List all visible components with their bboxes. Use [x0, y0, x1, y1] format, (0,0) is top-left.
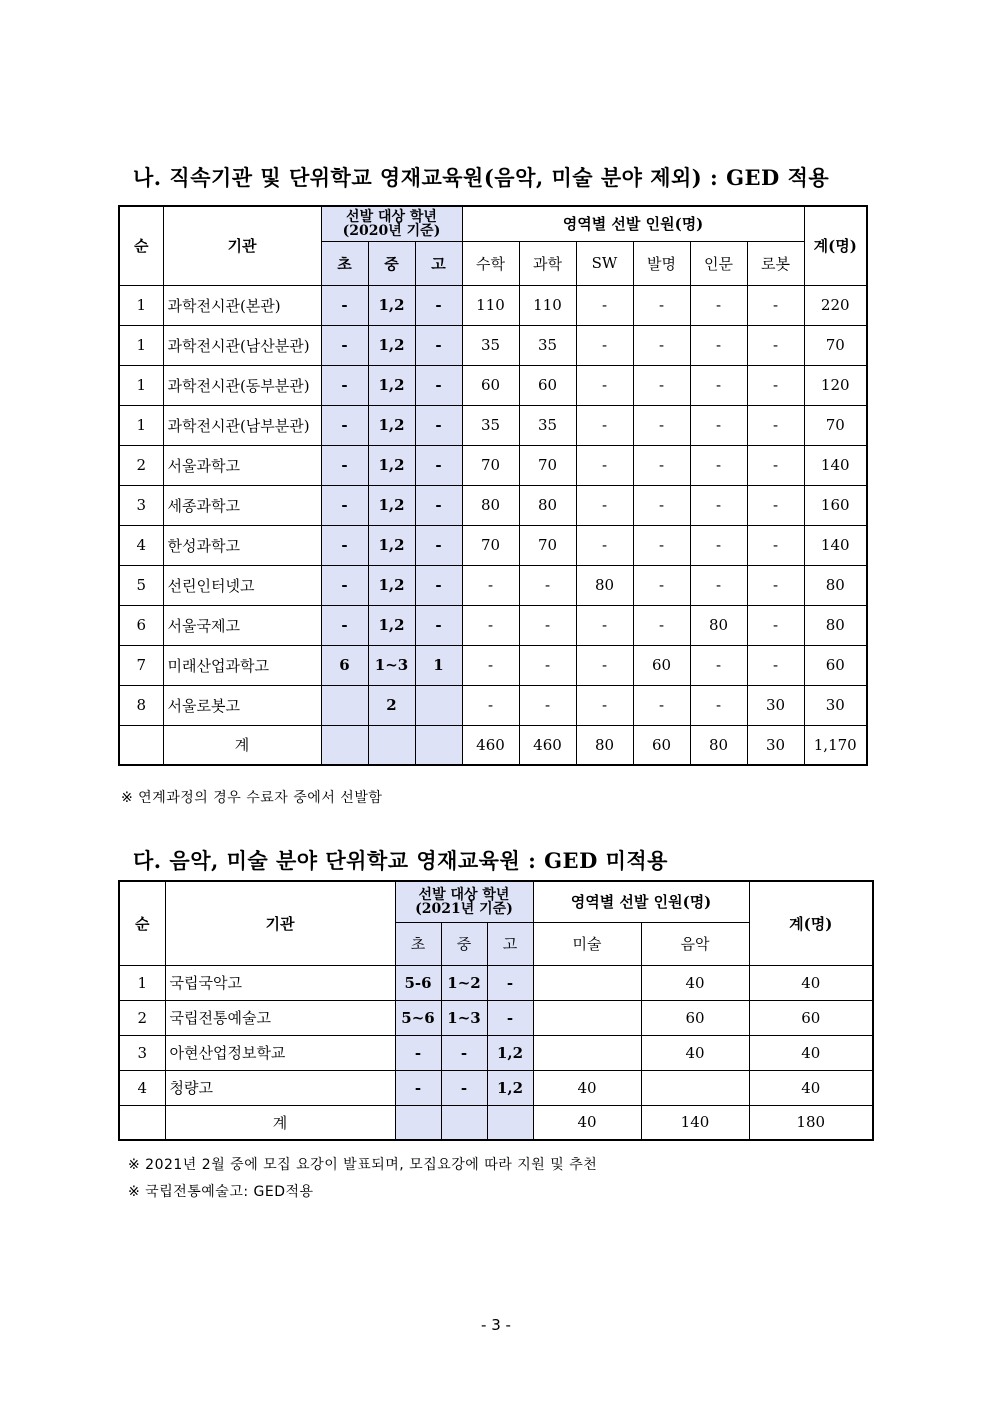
row-high: -: [487, 965, 533, 1000]
table-row: [119, 965, 873, 1000]
row-elementary: -: [321, 405, 368, 445]
row-high: -: [487, 1000, 533, 1035]
row-sw: -: [576, 685, 633, 725]
header-humanities: 인문: [690, 241, 747, 285]
header-grade-group-label: 선발 대상 학년: [418, 886, 510, 903]
row-science: -: [519, 645, 576, 685]
row-order: 1: [119, 325, 163, 365]
row-math: -: [462, 605, 519, 645]
row-science: 35: [519, 325, 576, 365]
header-order: 순: [119, 206, 163, 285]
row-math: -: [462, 685, 519, 725]
sum-label: 계: [165, 1105, 395, 1140]
row-elementary: -: [321, 565, 368, 605]
row-middle: 1,2: [368, 405, 415, 445]
sum-label: 계: [163, 725, 321, 765]
row-sw: -: [576, 645, 633, 685]
row-robot: -: [747, 485, 804, 525]
row-order: 1: [119, 405, 163, 445]
section-b-heading: 나. 직속기관 및 단위학교 영재교육원(음악, 미술 분야 제외) : GED 적용: [133, 165, 830, 190]
row-elementary: -: [321, 365, 368, 405]
section-c-note-1: ※ 2021년 2월 중에 모집 요강이 발표되며, 모집요강에 따라 지원 및 추천: [128, 1157, 598, 1173]
header-elementary: 초: [321, 241, 368, 285]
row-total: 220: [804, 285, 867, 325]
sum-row: [119, 725, 867, 765]
row-humanities: -: [690, 685, 747, 725]
sum-humanities: 80: [690, 725, 747, 765]
row-science: 70: [519, 525, 576, 565]
header-high: 고: [487, 922, 533, 965]
row-high: -: [415, 565, 462, 605]
row-institution: 한성과학고: [163, 525, 321, 565]
row-robot: -: [747, 445, 804, 485]
section-b-note: ※ 연계과정의 경우 수료자 중에서 선발함: [121, 790, 383, 806]
header-sw: SW: [576, 241, 633, 285]
row-middle: -: [441, 1035, 487, 1070]
row-invention: -: [633, 325, 690, 365]
row-order: 1: [119, 365, 163, 405]
row-sw: -: [576, 285, 633, 325]
row-middle: 2: [368, 685, 415, 725]
row-order: 1: [119, 285, 163, 325]
table-row: [119, 445, 867, 485]
row-elementary: -: [321, 445, 368, 485]
row-elementary: [321, 685, 368, 725]
page-number: - 3 -: [481, 1316, 511, 1334]
row-invention: -: [633, 285, 690, 325]
row-sw: -: [576, 365, 633, 405]
row-invention: -: [633, 485, 690, 525]
row-elementary: -: [321, 485, 368, 525]
row-elementary: -: [321, 285, 368, 325]
row-elementary: -: [321, 325, 368, 365]
sum-row: [119, 1105, 873, 1140]
header-order: 순: [119, 881, 165, 965]
header-total: 계(명): [804, 206, 867, 285]
row-total: 70: [804, 325, 867, 365]
row-order: 3: [119, 485, 163, 525]
row-total: 60: [749, 1000, 873, 1035]
row-high: -: [415, 285, 462, 325]
row-middle: 1,2: [368, 325, 415, 365]
row-total: 80: [804, 565, 867, 605]
header-elementary: 초: [395, 922, 441, 965]
row-humanities: -: [690, 485, 747, 525]
header-grade-group-label: 선발 대상 학년: [346, 208, 437, 225]
row-middle: 1,2: [368, 285, 415, 325]
row-high: -: [415, 445, 462, 485]
table-row: [119, 405, 867, 445]
row-invention: -: [633, 565, 690, 605]
row-institution: 청량고: [165, 1070, 395, 1105]
row-math: 70: [462, 445, 519, 485]
row-order: 5: [119, 565, 163, 605]
header-science: 과학: [519, 241, 576, 285]
row-middle: 1~3: [368, 645, 415, 685]
sum-total: 180: [749, 1105, 873, 1140]
row-math: 60: [462, 365, 519, 405]
row-math: 35: [462, 325, 519, 365]
row-order: 1: [119, 965, 165, 1000]
header-music: 음악: [641, 922, 749, 965]
row-order: 2: [119, 1000, 165, 1035]
header-field-group: 영역별 선발 인원(명): [462, 206, 804, 241]
sum-middle: [441, 1105, 487, 1140]
table-row: [119, 365, 867, 405]
row-humanities: -: [690, 565, 747, 605]
row-high: -: [415, 365, 462, 405]
row-institution: 서울로봇고: [163, 685, 321, 725]
row-elementary: 6: [321, 645, 368, 685]
table-row: [119, 1035, 873, 1070]
header-field-group: 영역별 선발 인원(명): [533, 881, 749, 922]
row-institution: 국립전통예술고: [165, 1000, 395, 1035]
header-institution: 기관: [163, 206, 321, 285]
row-sw: -: [576, 325, 633, 365]
header-art: 미술: [533, 922, 641, 965]
row-music: 60: [641, 1000, 749, 1035]
row-elementary: -: [321, 605, 368, 645]
row-math: -: [462, 565, 519, 605]
row-robot: 30: [747, 685, 804, 725]
row-high: -: [415, 525, 462, 565]
row-humanities: -: [690, 405, 747, 445]
row-invention: 60: [633, 645, 690, 685]
section-c-heading: 다. 음악, 미술 분야 단위학교 영재교육원 : GED 미적용: [133, 848, 668, 873]
table-row: [119, 565, 867, 605]
row-humanities: -: [690, 645, 747, 685]
sum-art: 40: [533, 1105, 641, 1140]
row-sw: -: [576, 485, 633, 525]
row-invention: -: [633, 525, 690, 565]
header-institution: 기관: [165, 881, 395, 965]
row-invention: -: [633, 365, 690, 405]
row-order: 8: [119, 685, 163, 725]
sum-high: [415, 725, 462, 765]
sum-sw: 80: [576, 725, 633, 765]
row-middle: 1,2: [368, 525, 415, 565]
row-math: 110: [462, 285, 519, 325]
row-total: 140: [804, 525, 867, 565]
row-institution: 선린인터넷고: [163, 565, 321, 605]
header-middle: 중: [441, 922, 487, 965]
table-row: [119, 605, 867, 645]
row-science: 35: [519, 405, 576, 445]
row-institution: 과학전시관(남부분관): [163, 405, 321, 445]
row-science: 60: [519, 365, 576, 405]
row-middle: 1,2: [368, 605, 415, 645]
header-high: 고: [415, 241, 462, 285]
row-science: -: [519, 565, 576, 605]
table-row: [119, 1000, 873, 1035]
table-row: [119, 285, 867, 325]
row-institution: 서울국제고: [163, 605, 321, 645]
row-robot: -: [747, 605, 804, 645]
row-high: -: [415, 605, 462, 645]
sum-robot: 30: [747, 725, 804, 765]
row-art: [533, 965, 641, 1000]
row-high: 1,2: [487, 1070, 533, 1105]
row-sw: -: [576, 405, 633, 445]
row-high: -: [415, 325, 462, 365]
table-row: [119, 485, 867, 525]
row-elementary: -: [395, 1035, 441, 1070]
row-institution: 서울과학고: [163, 445, 321, 485]
sum-math: 460: [462, 725, 519, 765]
row-total: 40: [749, 1070, 873, 1105]
sum-science: 460: [519, 725, 576, 765]
row-middle: -: [441, 1070, 487, 1105]
row-invention: -: [633, 605, 690, 645]
row-humanities: -: [690, 285, 747, 325]
row-institution: 과학전시관(본관): [163, 285, 321, 325]
row-invention: -: [633, 445, 690, 485]
table-row: [119, 645, 867, 685]
row-institution: 국립국악고: [165, 965, 395, 1000]
row-elementary: 5~6: [395, 1000, 441, 1035]
row-total: 60: [804, 645, 867, 685]
header-grade-group-year: (2020년 기준): [342, 222, 441, 239]
row-invention: -: [633, 405, 690, 445]
row-math: 80: [462, 485, 519, 525]
row-science: -: [519, 685, 576, 725]
row-invention: -: [633, 685, 690, 725]
row-art: [533, 1035, 641, 1070]
row-humanities: -: [690, 325, 747, 365]
sum-high: [487, 1105, 533, 1140]
row-total: 80: [804, 605, 867, 645]
sum-order: [119, 1105, 165, 1140]
sum-middle: [368, 725, 415, 765]
row-robot: -: [747, 325, 804, 365]
sum-invention: 60: [633, 725, 690, 765]
row-order: 6: [119, 605, 163, 645]
row-institution: 아현산업정보학교: [165, 1035, 395, 1070]
row-science: 110: [519, 285, 576, 325]
row-robot: -: [747, 405, 804, 445]
row-total: 30: [804, 685, 867, 725]
row-high: -: [415, 485, 462, 525]
row-institution: 과학전시관(남산분관): [163, 325, 321, 365]
sum-elementary: [395, 1105, 441, 1140]
table-row: [119, 325, 867, 365]
sum-elementary: [321, 725, 368, 765]
row-humanities: -: [690, 525, 747, 565]
row-middle: 1,2: [368, 445, 415, 485]
row-order: 7: [119, 645, 163, 685]
row-math: 35: [462, 405, 519, 445]
row-music: [641, 1070, 749, 1105]
table-affiliated-institutions: [118, 205, 868, 766]
header-total: 계(명): [749, 881, 873, 965]
row-order: 3: [119, 1035, 165, 1070]
row-total: 140: [804, 445, 867, 485]
row-robot: -: [747, 365, 804, 405]
row-elementary: -: [321, 525, 368, 565]
row-order: 4: [119, 1070, 165, 1105]
row-institution: 미래산업과학고: [163, 645, 321, 685]
row-high: [415, 685, 462, 725]
row-high: 1,2: [487, 1035, 533, 1070]
sum-order: [119, 725, 163, 765]
header-grade-group-year: (2021년 기준): [415, 900, 513, 917]
row-sw: -: [576, 445, 633, 485]
row-robot: -: [747, 565, 804, 605]
row-order: 2: [119, 445, 163, 485]
row-sw: -: [576, 605, 633, 645]
header-robot: 로봇: [747, 241, 804, 285]
row-institution: 세종과학고: [163, 485, 321, 525]
row-science: -: [519, 605, 576, 645]
row-total: 40: [749, 1035, 873, 1070]
row-middle: 1,2: [368, 365, 415, 405]
row-high: 1: [415, 645, 462, 685]
row-science: 70: [519, 445, 576, 485]
row-order: 4: [119, 525, 163, 565]
row-total: 70: [804, 405, 867, 445]
sum-total: 1,170: [804, 725, 867, 765]
row-high: -: [415, 405, 462, 445]
header-middle: 중: [368, 241, 415, 285]
row-music: 40: [641, 1035, 749, 1070]
row-middle: 1,2: [368, 485, 415, 525]
header-grade-group: [321, 206, 462, 241]
table-row: [119, 525, 867, 565]
sum-music: 140: [641, 1105, 749, 1140]
row-middle: 1,2: [368, 565, 415, 605]
row-total: 120: [804, 365, 867, 405]
row-middle: 1~3: [441, 1000, 487, 1035]
row-robot: -: [747, 645, 804, 685]
row-sw: -: [576, 525, 633, 565]
row-science: 80: [519, 485, 576, 525]
row-institution: 과학전시관(동부분관): [163, 365, 321, 405]
row-total: 160: [804, 485, 867, 525]
row-middle: 1~2: [441, 965, 487, 1000]
header-math: 수학: [462, 241, 519, 285]
header-invention: 발명: [633, 241, 690, 285]
row-music: 40: [641, 965, 749, 1000]
row-art: 40: [533, 1070, 641, 1105]
table-arts-institutions: [118, 880, 874, 1141]
row-elementary: 5-6: [395, 965, 441, 1000]
table-row: [119, 685, 867, 725]
row-elementary: -: [395, 1070, 441, 1105]
row-robot: -: [747, 285, 804, 325]
row-total: 40: [749, 965, 873, 1000]
header-grade-group: [395, 881, 533, 922]
section-c-note-2: ※ 국립전통예술고: GED적용: [128, 1184, 314, 1200]
row-humanities: 80: [690, 605, 747, 645]
row-robot: -: [747, 525, 804, 565]
row-art: [533, 1000, 641, 1035]
row-math: -: [462, 645, 519, 685]
table-row: [119, 1070, 873, 1105]
row-humanities: -: [690, 445, 747, 485]
row-math: 70: [462, 525, 519, 565]
row-humanities: -: [690, 365, 747, 405]
row-sw: 80: [576, 565, 633, 605]
